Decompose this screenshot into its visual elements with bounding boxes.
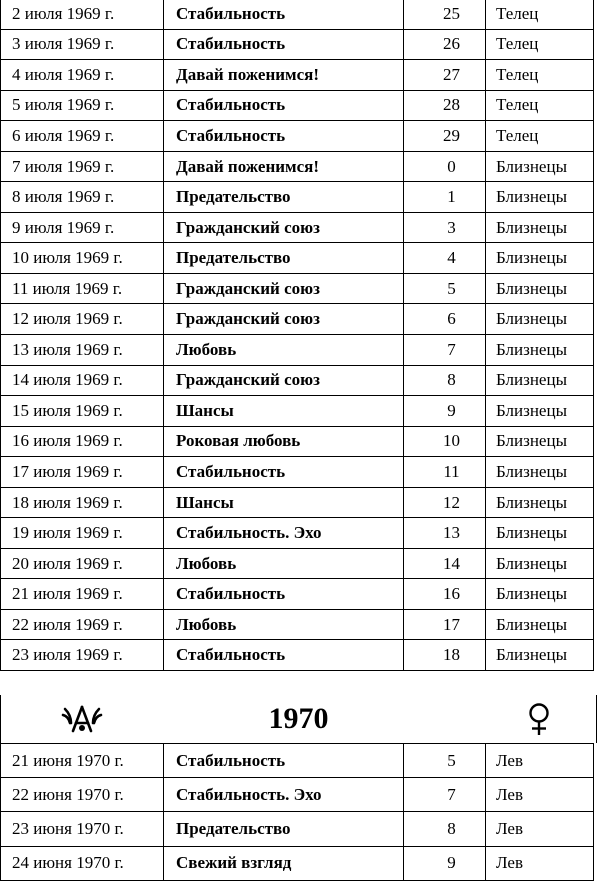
date-cell: 5 июля 1969 г. bbox=[1, 90, 164, 121]
event-cell: Предательство bbox=[164, 182, 404, 213]
date-cell: 6 июля 1969 г. bbox=[1, 121, 164, 152]
event-cell: Гражданский союз bbox=[164, 212, 404, 243]
venus-icon bbox=[525, 701, 553, 737]
table-row bbox=[1, 365, 594, 396]
date-cell: 22 июля 1969 г. bbox=[1, 609, 164, 640]
table-row bbox=[1, 457, 594, 488]
event-cell: Любовь bbox=[164, 609, 404, 640]
zodiac-sign-cell: Телец bbox=[486, 29, 594, 60]
event-cell: Гражданский союз bbox=[164, 365, 404, 396]
date-cell: 13 июля 1969 г. bbox=[1, 335, 164, 366]
zodiac-sign-cell: Близнецы bbox=[486, 182, 594, 213]
date-cell: 17 июля 1969 г. bbox=[1, 457, 164, 488]
table-row bbox=[1, 487, 594, 518]
zodiac-sign-cell: Телец bbox=[486, 121, 594, 152]
zodiac-sign-cell: Близнецы bbox=[486, 457, 594, 488]
date-cell: 16 июля 1969 г. bbox=[1, 426, 164, 457]
table-row bbox=[1, 579, 594, 610]
number-cell: 16 bbox=[404, 579, 486, 610]
table-row bbox=[1, 778, 594, 812]
event-cell: Предательство bbox=[164, 243, 404, 274]
event-cell: Стабильность bbox=[164, 90, 404, 121]
number-cell: 10 bbox=[404, 426, 486, 457]
zodiac-sign-cell: Лев bbox=[486, 846, 594, 880]
number-cell: 12 bbox=[404, 487, 486, 518]
zodiac-sign-cell: Близнецы bbox=[486, 609, 594, 640]
table-row bbox=[1, 29, 594, 60]
table-row bbox=[1, 812, 594, 846]
number-cell: 28 bbox=[404, 90, 486, 121]
event-cell: Стабильность. Эхо bbox=[164, 778, 404, 812]
event-cell: Шансы bbox=[164, 487, 404, 518]
event-cell: Любовь bbox=[164, 548, 404, 579]
table-row bbox=[1, 182, 594, 213]
number-cell: 25 bbox=[404, 0, 486, 29]
number-cell: 14 bbox=[404, 548, 486, 579]
number-cell: 7 bbox=[404, 335, 486, 366]
event-cell: Стабильность bbox=[164, 0, 404, 29]
table-row bbox=[1, 609, 594, 640]
date-cell: 23 июля 1969 г. bbox=[1, 640, 164, 671]
number-cell: 1 bbox=[404, 182, 486, 213]
zodiac-sign-cell: Близнецы bbox=[486, 273, 594, 304]
zodiac-sign-cell: Лев bbox=[486, 778, 594, 812]
date-cell: 10 июля 1969 г. bbox=[1, 243, 164, 274]
zodiac-sign-cell: Близнецы bbox=[486, 243, 594, 274]
zodiac-sign-cell: Телец bbox=[486, 90, 594, 121]
table-row bbox=[1, 60, 594, 91]
date-cell: 8 июля 1969 г. bbox=[1, 182, 164, 213]
zodiac-sign-cell: Близнецы bbox=[486, 365, 594, 396]
date-cell: 12 июля 1969 г. bbox=[1, 304, 164, 335]
date-cell: 14 июля 1969 г. bbox=[1, 365, 164, 396]
event-cell: Гражданский союз bbox=[164, 304, 404, 335]
date-cell: 23 июня 1970 г. bbox=[1, 812, 164, 846]
number-cell: 9 bbox=[404, 846, 486, 880]
event-cell: Стабильность bbox=[164, 121, 404, 152]
event-cell: Стабильность bbox=[164, 579, 404, 610]
event-cell: Давай поженимся! bbox=[164, 151, 404, 182]
table-row bbox=[1, 121, 594, 152]
number-cell: 11 bbox=[404, 457, 486, 488]
date-cell: 19 июля 1969 г. bbox=[1, 518, 164, 549]
event-cell: Шансы bbox=[164, 396, 404, 427]
table-row bbox=[1, 212, 594, 243]
event-cell: Стабильность bbox=[164, 744, 404, 778]
date-cell: 15 июля 1969 г. bbox=[1, 396, 164, 427]
number-cell: 13 bbox=[404, 518, 486, 549]
zodiac-sign-cell: Близнецы bbox=[486, 304, 594, 335]
number-cell: 0 bbox=[404, 151, 486, 182]
number-cell: 3 bbox=[404, 212, 486, 243]
number-cell: 8 bbox=[404, 812, 486, 846]
number-cell: 5 bbox=[404, 273, 486, 304]
table-row bbox=[1, 304, 594, 335]
zodiac-sign-cell: Близнецы bbox=[486, 640, 594, 671]
zodiac-sign-cell: Близнецы bbox=[486, 518, 594, 549]
table-1970 bbox=[0, 743, 594, 881]
table-row bbox=[1, 0, 594, 29]
number-cell: 17 bbox=[404, 609, 486, 640]
table-row bbox=[1, 640, 594, 671]
table-row bbox=[1, 243, 594, 274]
event-cell: Стабильность bbox=[164, 457, 404, 488]
zodiac-sign-cell: Близнецы bbox=[486, 487, 594, 518]
zodiac-sign-cell: Близнецы bbox=[486, 151, 594, 182]
number-cell: 18 bbox=[404, 640, 486, 671]
date-cell: 22 июня 1970 г. bbox=[1, 778, 164, 812]
table-row bbox=[1, 744, 594, 778]
date-cell: 7 июля 1969 г. bbox=[1, 151, 164, 182]
zodiac-sign-cell: Близнецы bbox=[486, 212, 594, 243]
table-row bbox=[1, 846, 594, 880]
zodiac-sign-cell: Телец bbox=[486, 0, 594, 29]
table-row bbox=[1, 396, 594, 427]
zodiac-sign-cell: Лев bbox=[486, 812, 594, 846]
number-cell: 27 bbox=[404, 60, 486, 91]
date-cell: 2 июля 1969 г. bbox=[1, 0, 164, 29]
event-cell: Любовь bbox=[164, 335, 404, 366]
event-cell: Давай поженимся! bbox=[164, 60, 404, 91]
date-cell: 3 июля 1969 г. bbox=[1, 29, 164, 60]
event-cell: Предательство bbox=[164, 812, 404, 846]
table-row bbox=[1, 90, 594, 121]
date-cell: 9 июля 1969 г. bbox=[1, 212, 164, 243]
table-row bbox=[1, 518, 594, 549]
number-cell: 6 bbox=[404, 304, 486, 335]
date-cell: 4 июля 1969 г. bbox=[1, 60, 164, 91]
year-title: 1970 bbox=[268, 702, 329, 735]
date-cell: 21 июля 1969 г. bbox=[1, 579, 164, 610]
event-cell: Гражданский союз bbox=[164, 273, 404, 304]
number-cell: 5 bbox=[404, 744, 486, 778]
zodiac-sign-cell: Близнецы bbox=[486, 579, 594, 610]
event-cell: Стабильность. Эхо bbox=[164, 518, 404, 549]
number-cell: 26 bbox=[404, 29, 486, 60]
number-cell: 9 bbox=[404, 396, 486, 427]
zodiac-sign-cell: Лев bbox=[486, 744, 594, 778]
date-cell: 18 июля 1969 г. bbox=[1, 487, 164, 518]
date-cell: 24 июня 1970 г. bbox=[1, 846, 164, 880]
number-cell: 4 bbox=[404, 243, 486, 274]
number-cell: 8 bbox=[404, 365, 486, 396]
zodiac-sign-cell: Близнецы bbox=[486, 396, 594, 427]
zodiac-sign-cell: Близнецы bbox=[486, 548, 594, 579]
year-header bbox=[0, 695, 597, 743]
zodiac-sign-cell: Телец bbox=[486, 60, 594, 91]
event-cell: Роковая любовь bbox=[164, 426, 404, 457]
event-cell: Свежий взгляд bbox=[164, 846, 404, 880]
table-row bbox=[1, 273, 594, 304]
zodiac-sign-cell: Близнецы bbox=[486, 426, 594, 457]
date-cell: 11 июля 1969 г. bbox=[1, 273, 164, 304]
date-cell: 20 июля 1969 г. bbox=[1, 548, 164, 579]
table-row bbox=[1, 548, 594, 579]
date-cell: 21 июня 1970 г. bbox=[1, 744, 164, 778]
number-cell: 29 bbox=[404, 121, 486, 152]
event-cell: Стабильность bbox=[164, 640, 404, 671]
table-row bbox=[1, 426, 594, 457]
number-cell: 7 bbox=[404, 778, 486, 812]
event-cell: Стабильность bbox=[164, 29, 404, 60]
table-row bbox=[1, 151, 594, 182]
table-row bbox=[1, 335, 594, 366]
zodiac-sign-cell: Близнецы bbox=[486, 335, 594, 366]
